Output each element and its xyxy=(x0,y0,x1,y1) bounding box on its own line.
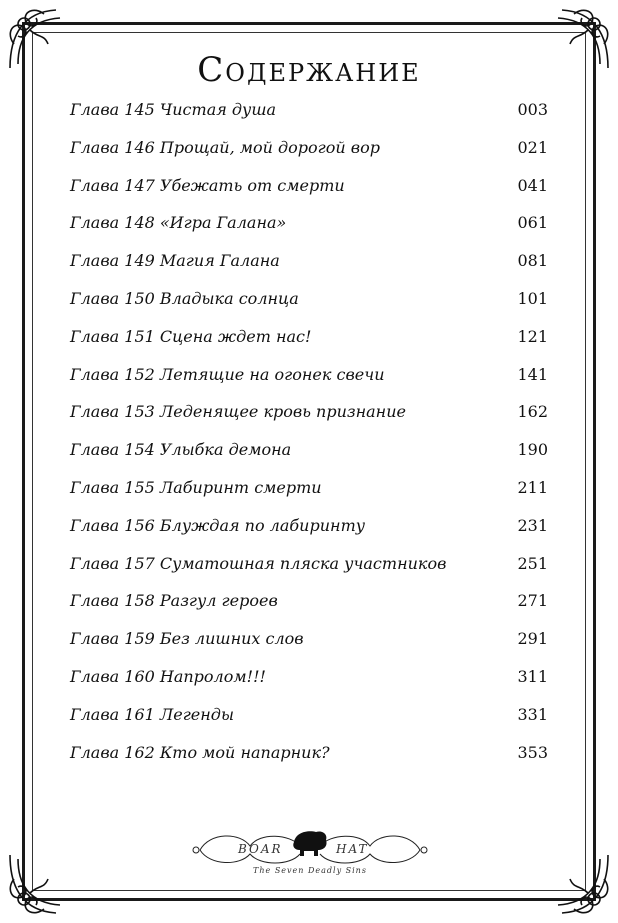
toc-entry-page: 190 xyxy=(517,440,548,460)
corner-ornament-icon xyxy=(544,849,614,919)
toc-entry-label: Глава 156 Блуждая по лабиринту xyxy=(70,515,366,535)
toc-entry-label: Глава 158 Разгул героев xyxy=(70,591,278,611)
toc-entry xyxy=(70,289,548,327)
toc-entry-label: Глава 153 Леденящее кровь признание xyxy=(70,402,406,422)
toc-entry-label: Глава 160 Напролом!!! xyxy=(70,666,266,686)
table-of-contents xyxy=(70,100,548,780)
page-title: Содержание xyxy=(197,50,421,90)
toc-entry-label: Глава 149 Магия Галана xyxy=(70,251,280,271)
corner-ornament-icon xyxy=(4,849,74,919)
toc-entry-page: 041 xyxy=(517,175,548,195)
toc-entry-page: 331 xyxy=(517,704,548,724)
toc-entry xyxy=(70,629,548,667)
toc-entry-label: Глава 146 Прощай, мой дорогой вор xyxy=(70,137,380,157)
toc-entry xyxy=(70,251,548,289)
logo-word-right: HAT xyxy=(336,842,369,856)
toc-entry-label: Глава 159 Без лишних слов xyxy=(70,629,304,649)
toc-entry-label: Глава 145 Чистая душа xyxy=(70,100,277,119)
toc-entry xyxy=(70,554,548,592)
toc-entry-label: Глава 161 Легенды xyxy=(70,704,234,724)
toc-entry-label: Глава 150 Владыка солнца xyxy=(70,288,299,308)
toc-entry-page: 021 xyxy=(517,137,548,157)
logo-subtitle: The Seven Deadly Sins xyxy=(253,866,367,875)
toc-entry-page: 291 xyxy=(517,629,548,649)
toc-entry-label: Глава 148 «Игра Галана» xyxy=(70,213,287,233)
toc-entry xyxy=(70,516,548,554)
toc-entry-label: Глава 151 Сцена ждет нас! xyxy=(70,326,312,346)
toc-entry-label: Глава 154 Улыбка демона xyxy=(70,440,292,460)
toc-entry-page: 003 xyxy=(517,100,548,119)
toc-entry-page: 311 xyxy=(517,666,548,686)
toc-entry xyxy=(70,365,548,403)
toc-entry-page: 271 xyxy=(517,591,548,611)
toc-entry-page: 081 xyxy=(517,251,548,271)
toc-entry-label: Глава 152 Летящие на огонек свечи xyxy=(70,364,385,384)
toc-entry xyxy=(70,213,548,251)
toc-entry-label: Глава 157 Суматошная пляска участников xyxy=(70,553,447,573)
toc-entry xyxy=(70,402,548,440)
toc-entry xyxy=(70,591,548,629)
toc-entry-page: 353 xyxy=(517,742,548,762)
toc-entry xyxy=(70,743,548,781)
toc-entry xyxy=(70,176,548,214)
toc-entry xyxy=(70,100,548,138)
toc-entry-page: 211 xyxy=(517,477,548,497)
toc-entry xyxy=(70,138,548,176)
toc-entry xyxy=(70,327,548,365)
toc-entry xyxy=(70,667,548,705)
toc-entry-label: Глава 162 Кто мой напарник? xyxy=(70,742,330,762)
toc-entry-page: 061 xyxy=(517,213,548,233)
logo xyxy=(190,820,430,886)
toc-entry-label: Глава 155 Лабиринт смерти xyxy=(70,477,322,497)
toc-entry-page: 231 xyxy=(517,515,548,535)
toc-entry-page: 141 xyxy=(517,364,548,384)
toc-entry xyxy=(70,478,548,516)
boar-icon xyxy=(190,820,430,886)
toc-entry-label: Глава 147 Убежать от смерти xyxy=(70,175,345,195)
toc-entry-page: 101 xyxy=(517,288,548,308)
toc-entry-page: 162 xyxy=(517,402,548,422)
toc-entry xyxy=(70,705,548,743)
logo-word-left: BOAR xyxy=(238,842,283,856)
toc-entry-page: 251 xyxy=(517,553,548,573)
toc-entry-page: 121 xyxy=(517,326,548,346)
toc-entry xyxy=(70,440,548,478)
